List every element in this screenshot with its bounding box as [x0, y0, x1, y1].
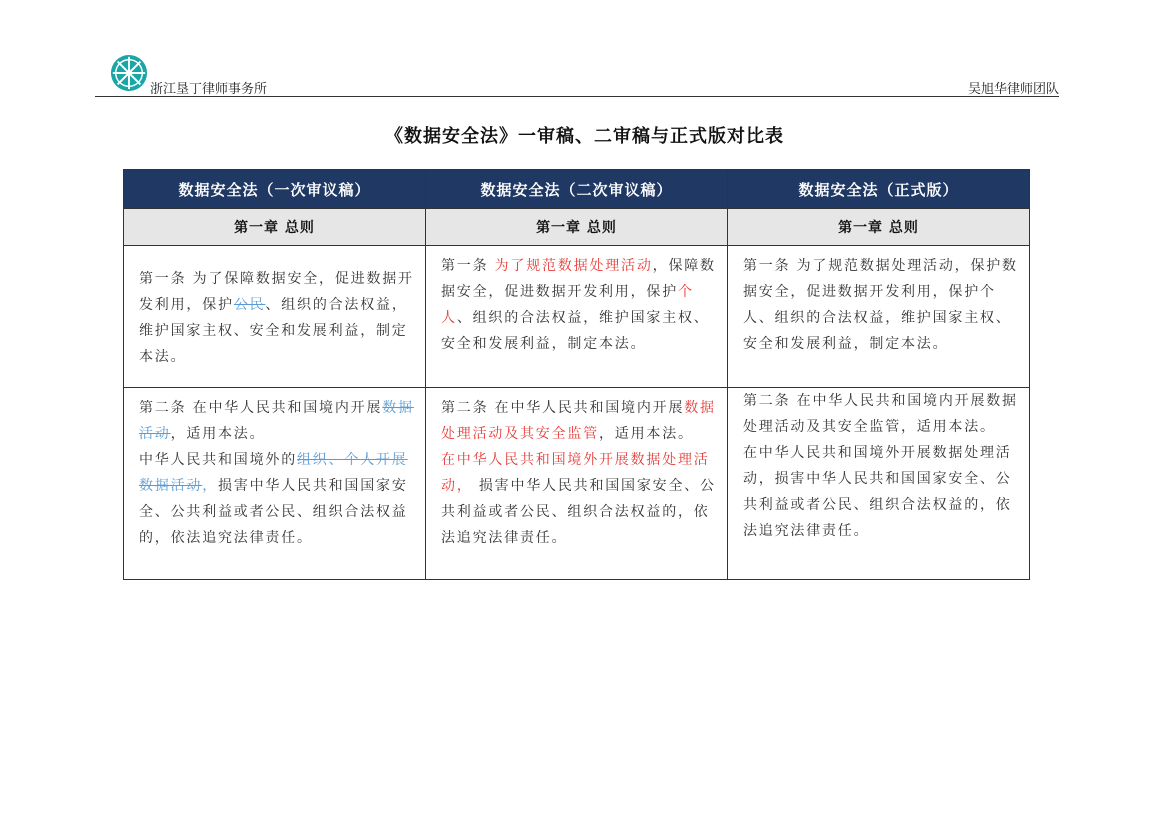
column-header-draft1: 数据安全法（一次审议稿）: [124, 170, 426, 209]
article-text: 第二条 在中华人民共和国境内开展数据处理活动及其安全监管，适用本法。: [743, 393, 1018, 435]
deleted-text: 组织、个人开展数据活动: [139, 452, 408, 494]
chapter-heading-draft2: 第一章 总则: [426, 209, 728, 246]
column-header-draft2: 数据安全法（二次审议稿）: [426, 170, 728, 209]
article-text: 第一条 为了保障数据安全，促进数据开发利用，保护: [139, 271, 414, 313]
firm-name: 浙江垦丁律师事务所: [150, 81, 268, 96]
table-row: [124, 388, 1030, 580]
article-text: 第一条: [441, 258, 495, 274]
table-row: [124, 246, 1030, 388]
article-text: 、组织的合法权益，维护国家主权、安全和发展利益，制定本法。: [441, 310, 710, 352]
deleted-text: 公民: [233, 297, 266, 313]
article1-final: [728, 246, 1030, 388]
added-text: 个人: [441, 284, 694, 326]
article-text: 第一条 为了规范数据处理活动，保护数据安全，促进数据开发利用，保护个人、组织的合法权益，维护国家主权、安全和发展利益，制定本法。: [743, 258, 1018, 352]
deleted-text: 数据活动: [139, 400, 414, 442]
page-title: 《数据安全法》一审稿、二审稿与正式版对比表: [385, 126, 784, 147]
comparison-table: [123, 169, 1030, 580]
article-text: 在中华人民共和国境外开展数据处理活动，损害中华人民共和国国家安全、公共利益或者公民、组织合法权益的，依法追究法律责任。: [743, 445, 1012, 539]
article-text: ，保障数据安全，促进数据开发利用，保护: [441, 258, 716, 300]
article2-draft1: 第二条 在中华人民共和国境内开展数据活动，适用本法。 中华人民共和国境外的组织、个人开展数据活动，损害中华人民共和国国家安全、公共利益或者公民、组织合法权益的，依法追究法律责任。: [124, 388, 426, 580]
chapter-heading-draft1: 第一章 总则: [124, 209, 426, 246]
article-text: ，适用本法。: [599, 426, 694, 442]
firm-logo: [110, 54, 148, 92]
article1-draft1: [124, 246, 426, 388]
article-text: ，适用本法。: [170, 426, 266, 442]
article-text: 损害中华人民共和国国家安全、公共利益或者公民、组织合法权益的，依法追究法律责任。: [139, 478, 408, 546]
article-text: 第二条 在中华人民共和国境内开展: [139, 400, 383, 416]
article-text: 、组织的合法权益，维护国家主权、安全和发展利益，制定本法。: [139, 297, 408, 365]
added-text: 数据处理活动及其安全监管: [441, 400, 716, 442]
team-name: 吴旭华律师团队: [967, 81, 1059, 96]
article1-draft2: [426, 246, 728, 388]
column-header-final: 数据安全法（正式版）: [728, 170, 1030, 209]
added-text: 在中华人民共和国境外开展数据处理活动，: [441, 452, 710, 494]
header-divider: [95, 96, 1059, 97]
article2-final: [728, 388, 1030, 580]
article-text: 第二条 在中华人民共和国境内开展: [441, 400, 685, 416]
added-text: 为了规范数据处理活动: [494, 258, 653, 274]
chapter-heading-final: 第一章 总则: [728, 209, 1030, 246]
article-text: 中华人民共和国境外的: [139, 452, 297, 468]
article2-draft2: [426, 388, 728, 580]
article-text: 损害中华人民共和国国家安全、公共利益或者公民、组织合法权益的，依法追究法律责任。: [441, 478, 716, 546]
